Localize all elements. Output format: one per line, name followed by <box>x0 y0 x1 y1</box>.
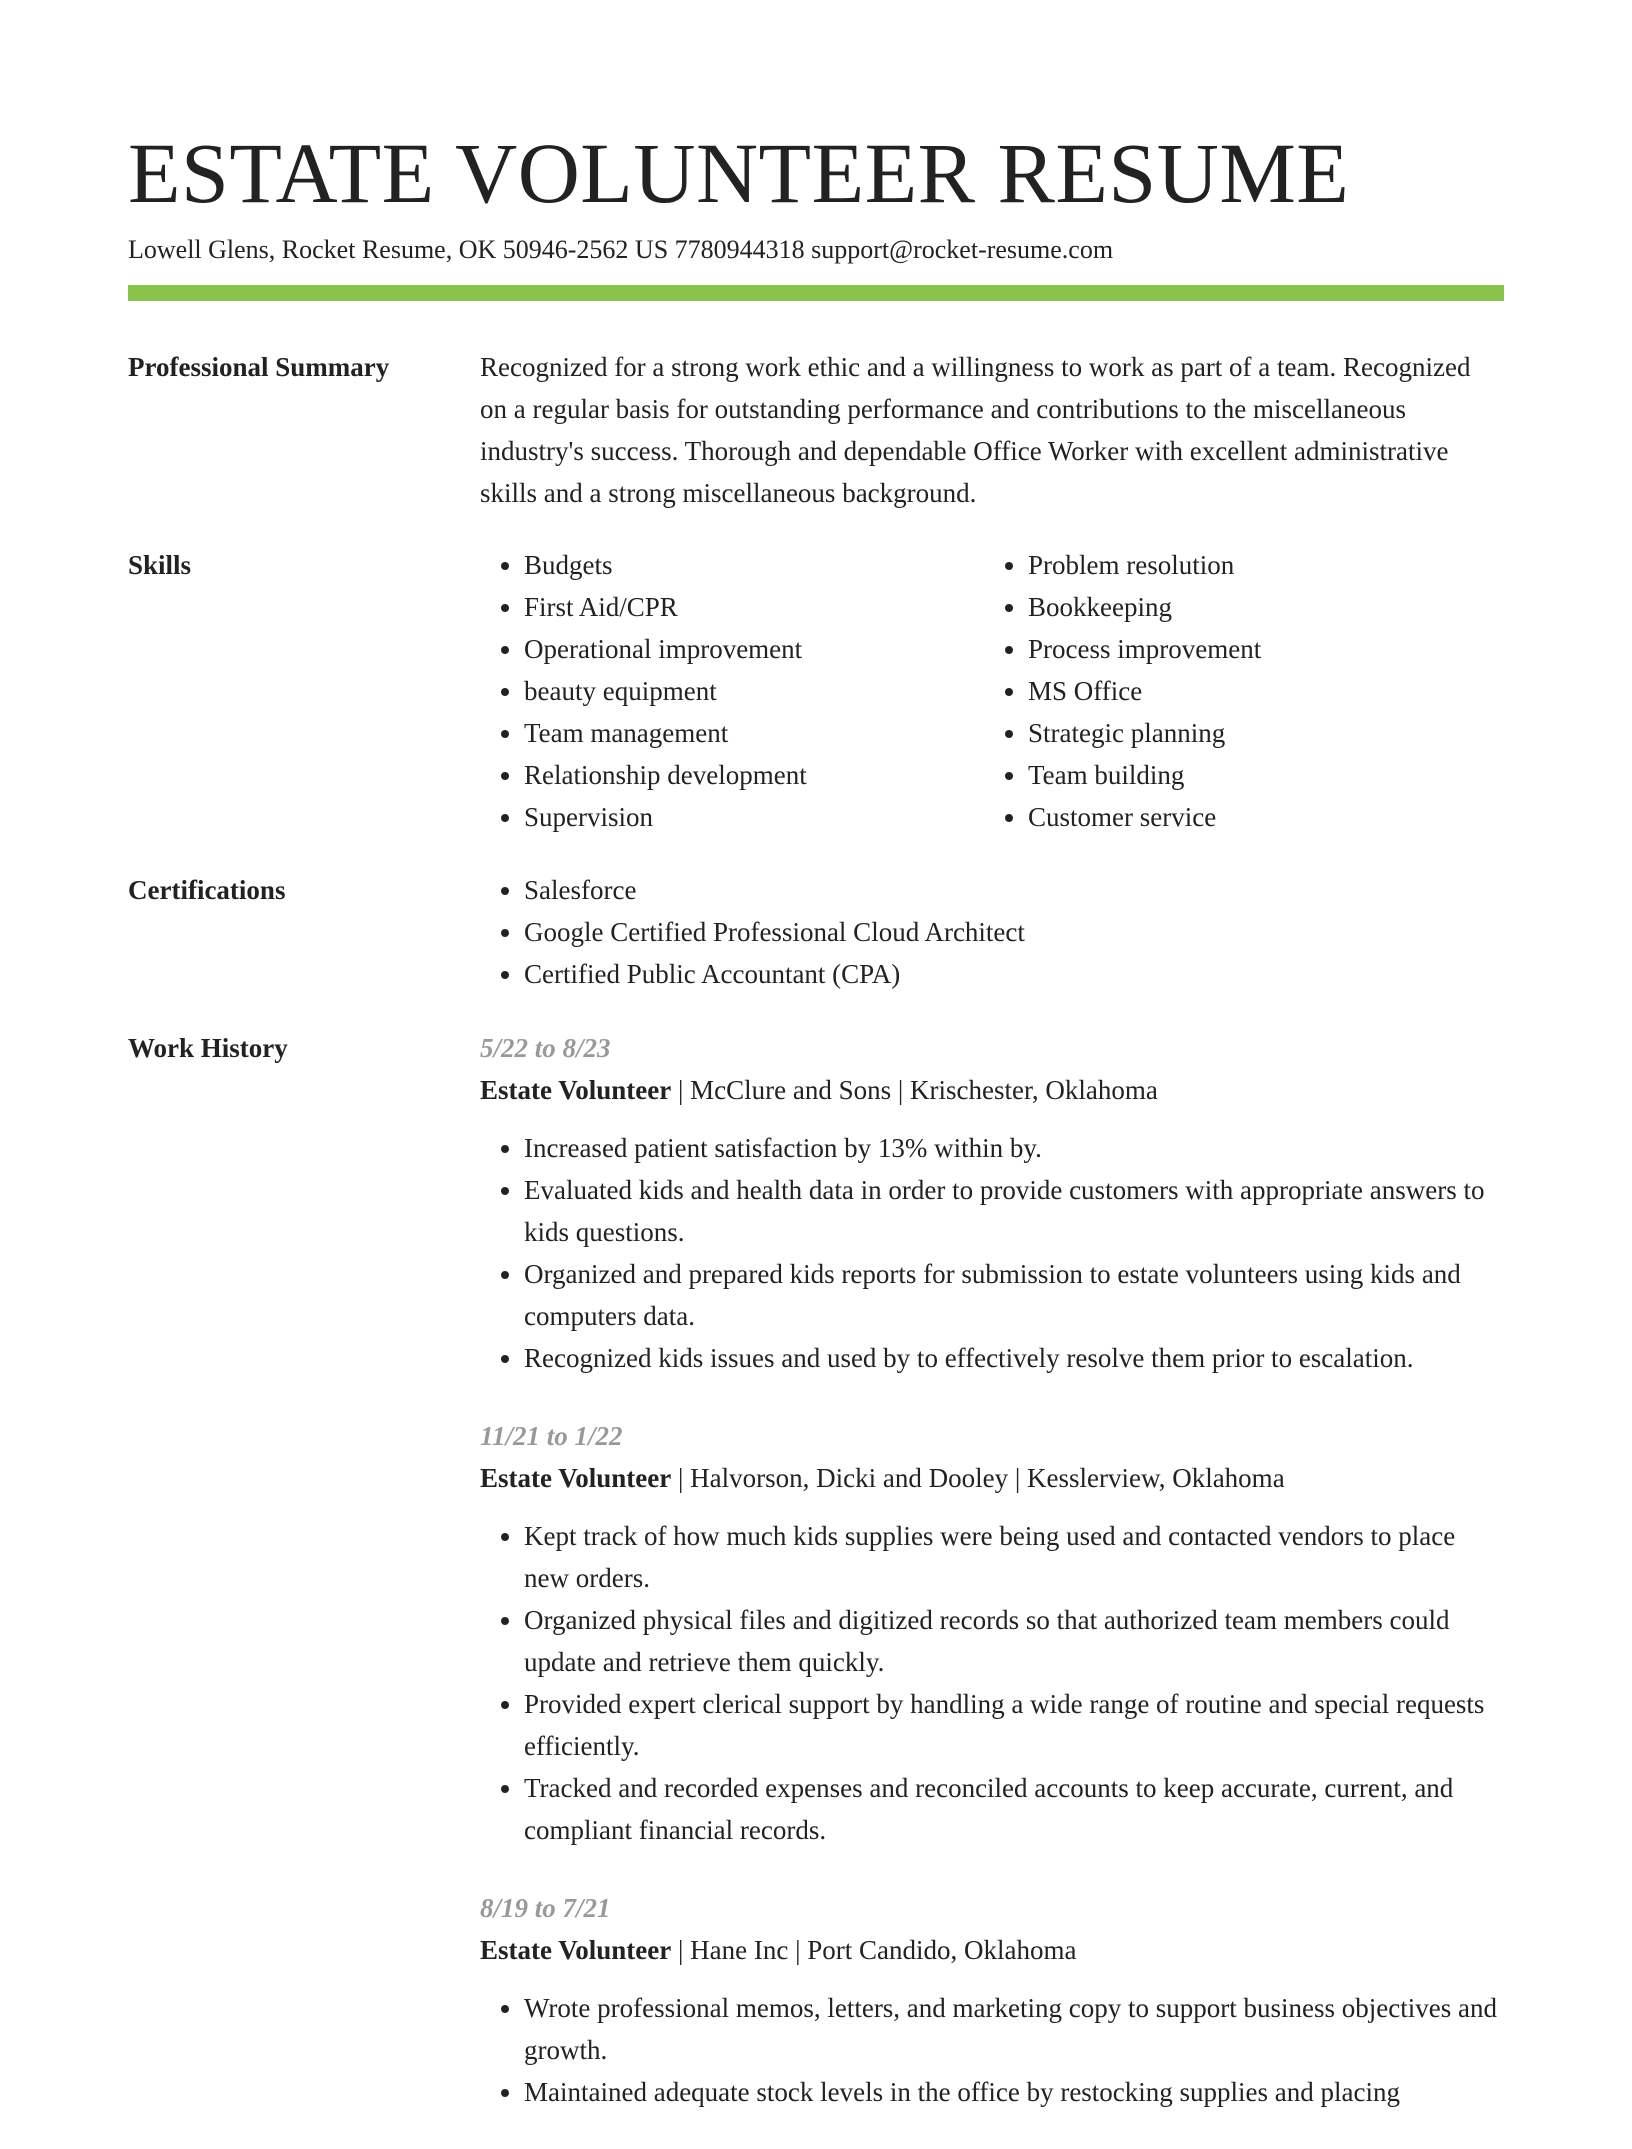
summary-body <box>480 346 1504 514</box>
job-duties <box>480 1987 1504 2113</box>
skill-item: • Budgets <box>524 544 984 586</box>
job-heading <box>480 1069 1504 1111</box>
work-history-body <box>480 1027 1504 2149</box>
skill-item: • Process improvement <box>1028 628 1488 670</box>
skill-item: • Bookkeeping <box>1028 586 1488 628</box>
job-heading <box>480 1457 1504 1499</box>
section-label-work-history: Work History <box>128 1033 288 1063</box>
skill-item: • Strategic planning <box>1028 712 1488 754</box>
job-duty: • Provided expert clerical support by handling a wide range of routine and special requests efficiently. <box>524 1683 1504 1767</box>
job-location: | Port Candido, Oklahoma <box>788 1935 1077 1965</box>
job-duties <box>480 1127 1504 1379</box>
section-label-certifications: Certifications <box>128 875 286 905</box>
skill-item: • First Aid/CPR <box>524 586 984 628</box>
job-heading <box>480 1929 1504 1971</box>
skills-column-right <box>984 544 1488 838</box>
section-label-summary: Professional Summary <box>128 352 390 382</box>
skill-item: • Relationship development <box>524 754 984 796</box>
job-dates: 5/22 to 8/23 <box>480 1033 611 1063</box>
certification-item: • Google Certified Professional Cloud Architect <box>524 911 1504 953</box>
skill-item: • Operational improvement <box>524 628 984 670</box>
job-duty: • Evaluated kids and health data in order to provide customers with appropriate answers to kids questions. <box>524 1169 1504 1253</box>
job-company: | Halvorson, Dicki and Dooley <box>671 1463 1009 1493</box>
job-company: | McClure and Sons <box>671 1075 892 1105</box>
job-dates: 11/21 to 1/22 <box>480 1421 623 1451</box>
job-location: | Kesslerview, Oklahoma <box>1008 1463 1285 1493</box>
section-label-skills: Skills <box>128 550 192 580</box>
accent-divider <box>128 285 1504 301</box>
skill-item: • Team management <box>524 712 984 754</box>
job-duty: • Tracked and recorded expenses and reconciled accounts to keep accurate, current, and compliant financial records. <box>524 1767 1504 1851</box>
job-entry <box>480 1027 1504 1379</box>
contact-line: Lowell Glens, Rocket Resume, OK 50946-2562 US 7780944318 support@rocket-resume.com <box>128 235 1114 264</box>
job-duty: • Organized physical files and digitized records so that authorized team members could update and retrieve them quickly. <box>524 1599 1504 1683</box>
job-location: | Krischester, Oklahoma <box>891 1075 1158 1105</box>
job-title: Estate Volunteer <box>480 1463 672 1493</box>
resume-title: ESTATE VOLUNTEER RESUME <box>128 125 1350 221</box>
job-duty: • Wrote professional memos, letters, and marketing copy to support business objectives and growth. <box>524 1987 1504 2071</box>
certification-item: • Salesforce <box>524 869 1504 911</box>
skill-item: • MS Office <box>1028 670 1488 712</box>
job-dates: 8/19 to 7/21 <box>480 1893 611 1923</box>
skill-item: • beauty equipment <box>524 670 984 712</box>
skill-item: • Problem resolution <box>1028 544 1488 586</box>
job-entry <box>480 1887 1504 2113</box>
job-company: | Hane Inc <box>671 1935 789 1965</box>
certifications-body <box>480 869 1504 995</box>
job-duties <box>480 1515 1504 1851</box>
skill-item: • Team building <box>1028 754 1488 796</box>
job-duty: • Organized and prepared kids reports for submission to estate volunteers using kids and computers data. <box>524 1253 1504 1337</box>
summary-text: Recognized for a strong work ethic and a willingness to work as part of a team. Recognized on a regular basis for outstanding performance and contributions to the miscellaneous industry's success. Thorough and dependable Office Worker with excellent administrative skills and a strong miscellaneous background. <box>480 352 1471 508</box>
job-duty: • Increased patient satisfaction by 13% within by. <box>524 1127 1504 1169</box>
job-duty: • Maintained adequate stock levels in the office by restocking supplies and placing <box>524 2071 1504 2113</box>
skills-column-left <box>480 544 984 838</box>
job-title: Estate Volunteer <box>480 1935 672 1965</box>
job-duty: • Recognized kids issues and used by to effectively resolve them prior to escalation. <box>524 1337 1504 1379</box>
job-duty: • Kept track of how much kids supplies were being used and contacted vendors to place new orders. <box>524 1515 1504 1599</box>
skill-item: • Customer service <box>1028 796 1488 838</box>
skills-body <box>480 544 1504 838</box>
certification-item: • Certified Public Accountant (CPA) <box>524 953 1504 995</box>
job-entry <box>480 1415 1504 1851</box>
job-title: Estate Volunteer <box>480 1075 672 1105</box>
skill-item: • Supervision <box>524 796 984 838</box>
